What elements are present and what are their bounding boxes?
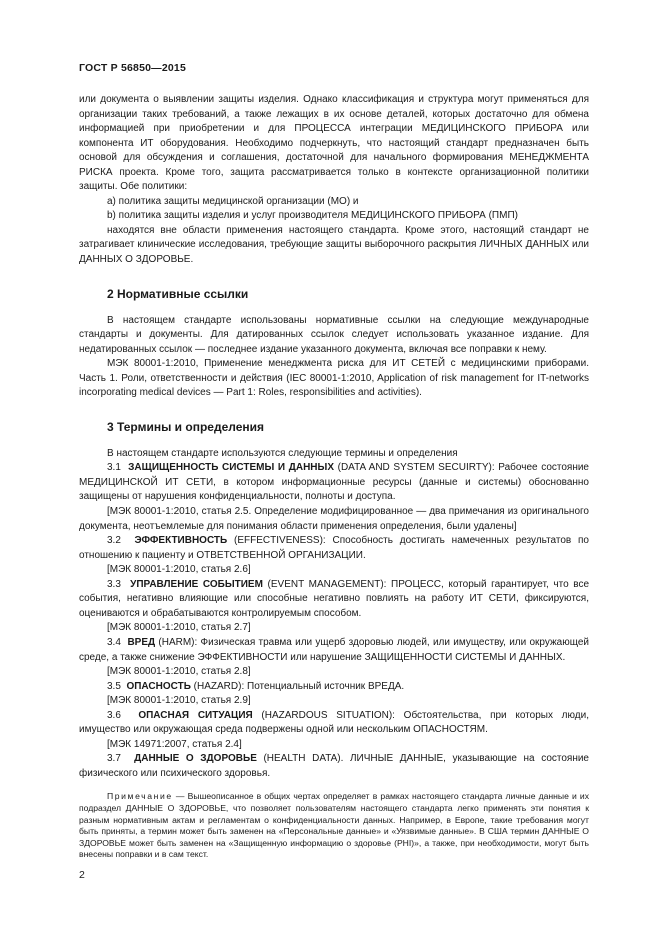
term-3-7: 3.7 ДАННЫЕ О ЗДОРОВЬЕ (HEALTH DATA). ЛИЧНЫЕ ДАННЫЕ, указывающие на состояние физического или психического здоровья. [79, 753, 589, 779]
term-3-1: 3.1 ЗАЩИЩЕННОСТЬ СИСТЕМЫ И ДАННЫХ (DATA AND SYSTEM SECUIRTY): Рабочее состояние МЕДИЦИНСКОЙ ИТ СЕТИ, в котором информационные ресурсы (данные и системы) обоснованно защищены от нарушения конфиденциальности, полноты и доступа. [79, 462, 589, 503]
list-item-a: а) политика защиты медицинской организации (МО) и [107, 195, 359, 207]
term-3-3: 3.3 УПРАВЛЕНИЕ СОБЫТИЕМ (EVENT MANAGEMENT): ПРОЦЕСС, который гарантирует, что все события, негативно влияющие или способные негативно повлиять на работу ИТ СЕТИ, фиксируются, оцениваются и обрабатываются контролируемым способом. [79, 578, 589, 619]
term-3-2: 3.2 ЭФФЕКТИВНОСТЬ (EFFECTIVENESS): Способность достигать намеченных результатов по отношению к пациенту и ОТВЕТСТВЕННОЙ ОРГАНИЗАЦИИ. [79, 535, 589, 561]
section-2-heading: 2 Нормативные ссылки [107, 286, 249, 301]
term-3-5-source: [МЭК 80001-1:2010, статья 2.9] [107, 695, 251, 707]
term-3-5: 3.5 ОПАСНОСТЬ (HAZARD): Потенциальный источник ВРЕДА. [107, 680, 405, 692]
intro-paragraph: или документа о выявлении защиты изделия. Однако классификация и структура могут применяться для организации таких требований, а также лежащих в их основе деталей, которых достаточно для обмена информацией при приобретении и для ПРОЦЕССА интеграции МЕДИЦИНСКОГО ПРИБОРА или компонента ИТ оборудования. Необходимо подчеркнуть, что настоящий стандарт предназначен быть основой для обсуждения и соглашения, достаточной для начального формирования МЕНЕДЖМЕНТА РИСКА проекта. Кроме того, защита рассматривается только в контексте организационной политики защиты. Обе политики: [79, 94, 589, 193]
intro-tail-paragraph: находятся вне области применения настоящего стандарта. Кроме этого, настоящий стандарт не затрагивает клинические исследования, требующие защиты выборочного раскрытия ЛИЧНЫХ ДАННЫХ или ДАННЫХ О ЗДОРОВЬЕ. [79, 224, 589, 266]
term-3-2-source: [МЭК 80001-1:2010, статья 2.6] [107, 564, 251, 576]
section-2-paragraph: В настоящем стандарте использованы нормативные ссылки на следующие международные стандарты и документы. Для датированных ссылок следует использовать указанное издание. Для недатированных ссылок — последнее издание указанного документа, включая все поправки к нему. [79, 314, 589, 355]
term-name: ОПАСНАЯ СИТУАЦИЯ [138, 709, 253, 721]
document-header: ГОСТ Р 56850—2015 [79, 62, 187, 74]
term-3-6-source: [МЭК 14971:2007, статья 2.4] [107, 738, 242, 750]
term-name: ЭФФЕКТИВНОСТЬ [134, 535, 228, 547]
term-3-3-source: [МЭК 80001-1:2010, статья 2.7] [107, 622, 251, 634]
term-name: УПРАВЛЕНИЕ СОБЫТИЕМ [130, 578, 263, 590]
section-2-reference: МЭК 80001-1:2010, Применение менеджмента риска для ИТ СЕТЕЙ с медицинскими приборами. Часть 1. Роли, ответственности и действия (IEC 80001-1:2010, Application of risk management for IT-networks incorporating medical devices — Part 1: Roles, responsibilities and activities). [79, 358, 589, 399]
term-name: ЗАЩИЩЕННОСТЬ СИСТЕМЫ И ДАННЫХ [128, 462, 334, 474]
section-3-intro: В настоящем стандарте используются следующие термины и определения [107, 447, 458, 459]
term-3-6: 3.6 ОПАСНАЯ СИТУАЦИЯ (HAZARDOUS SITUATION): Обстоятельства, при которых люди, имущество или окружающая среда подвержены одной или нескольким ОПАСНОСТЯМ. [79, 709, 589, 736]
page-number: 2 [79, 869, 85, 881]
term-name: ОПАСНОСТЬ [126, 680, 191, 692]
note-text: — Вышеописанное в общих чертах определяет в рамках настоящего стандарта личные данные и их подраздел ДАННЫЕ О ЗДОРОВЬЕ, что позволяет пользователям настоящего стандарта легко применять эти понятия к разным нормативным актам и регламентам о конфиденциальности данных. Например, в Европе, такие требования могут быть приняты, а термин может быть заменен на «Персональные данные» и «Уязвимые данные». В США термин ДАННЫЕ О ЗДОРОВЬЕ может быть заменен на «Защищенную информацию о здоровье (PHI)», а также, при необходимости, могут быть внесены поправки и в сам текст. [79, 791, 589, 860]
list-item-b: b) политика защиты изделия и услуг производителя МЕДИЦИНСКОГО ПРИБОРА (ПМП) [107, 210, 518, 222]
document-body [79, 93, 589, 870]
term-3-4-source: [МЭК 80001-1:2010, статья 2.8] [107, 666, 251, 678]
term-name: ДАННЫЕ О ЗДОРОВЬЕ [134, 753, 257, 765]
term-3-1-source: [МЭК 80001-1:2010, статья 2.5. Определение модифицированное — два примечания из оригинального документа, неотъемлемые для понимания области применения определения, были удалены] [79, 506, 589, 532]
term-name: ВРЕД [127, 636, 156, 648]
section-3-heading: 3 Термины и определения [107, 419, 265, 434]
note [79, 791, 589, 861]
term-3-4: 3.4 ВРЕД (HARM): Физическая травма или ущерб здоровью людей, или имуществу, или окружающей среде, а также снижение ЭФФЕКТИВНОСТИ или нарушение ЗАЩИЩЕННОСТИ СИСТЕМЫ И ДАННЫХ. [79, 636, 590, 663]
note-label: Примечание [107, 791, 173, 802]
